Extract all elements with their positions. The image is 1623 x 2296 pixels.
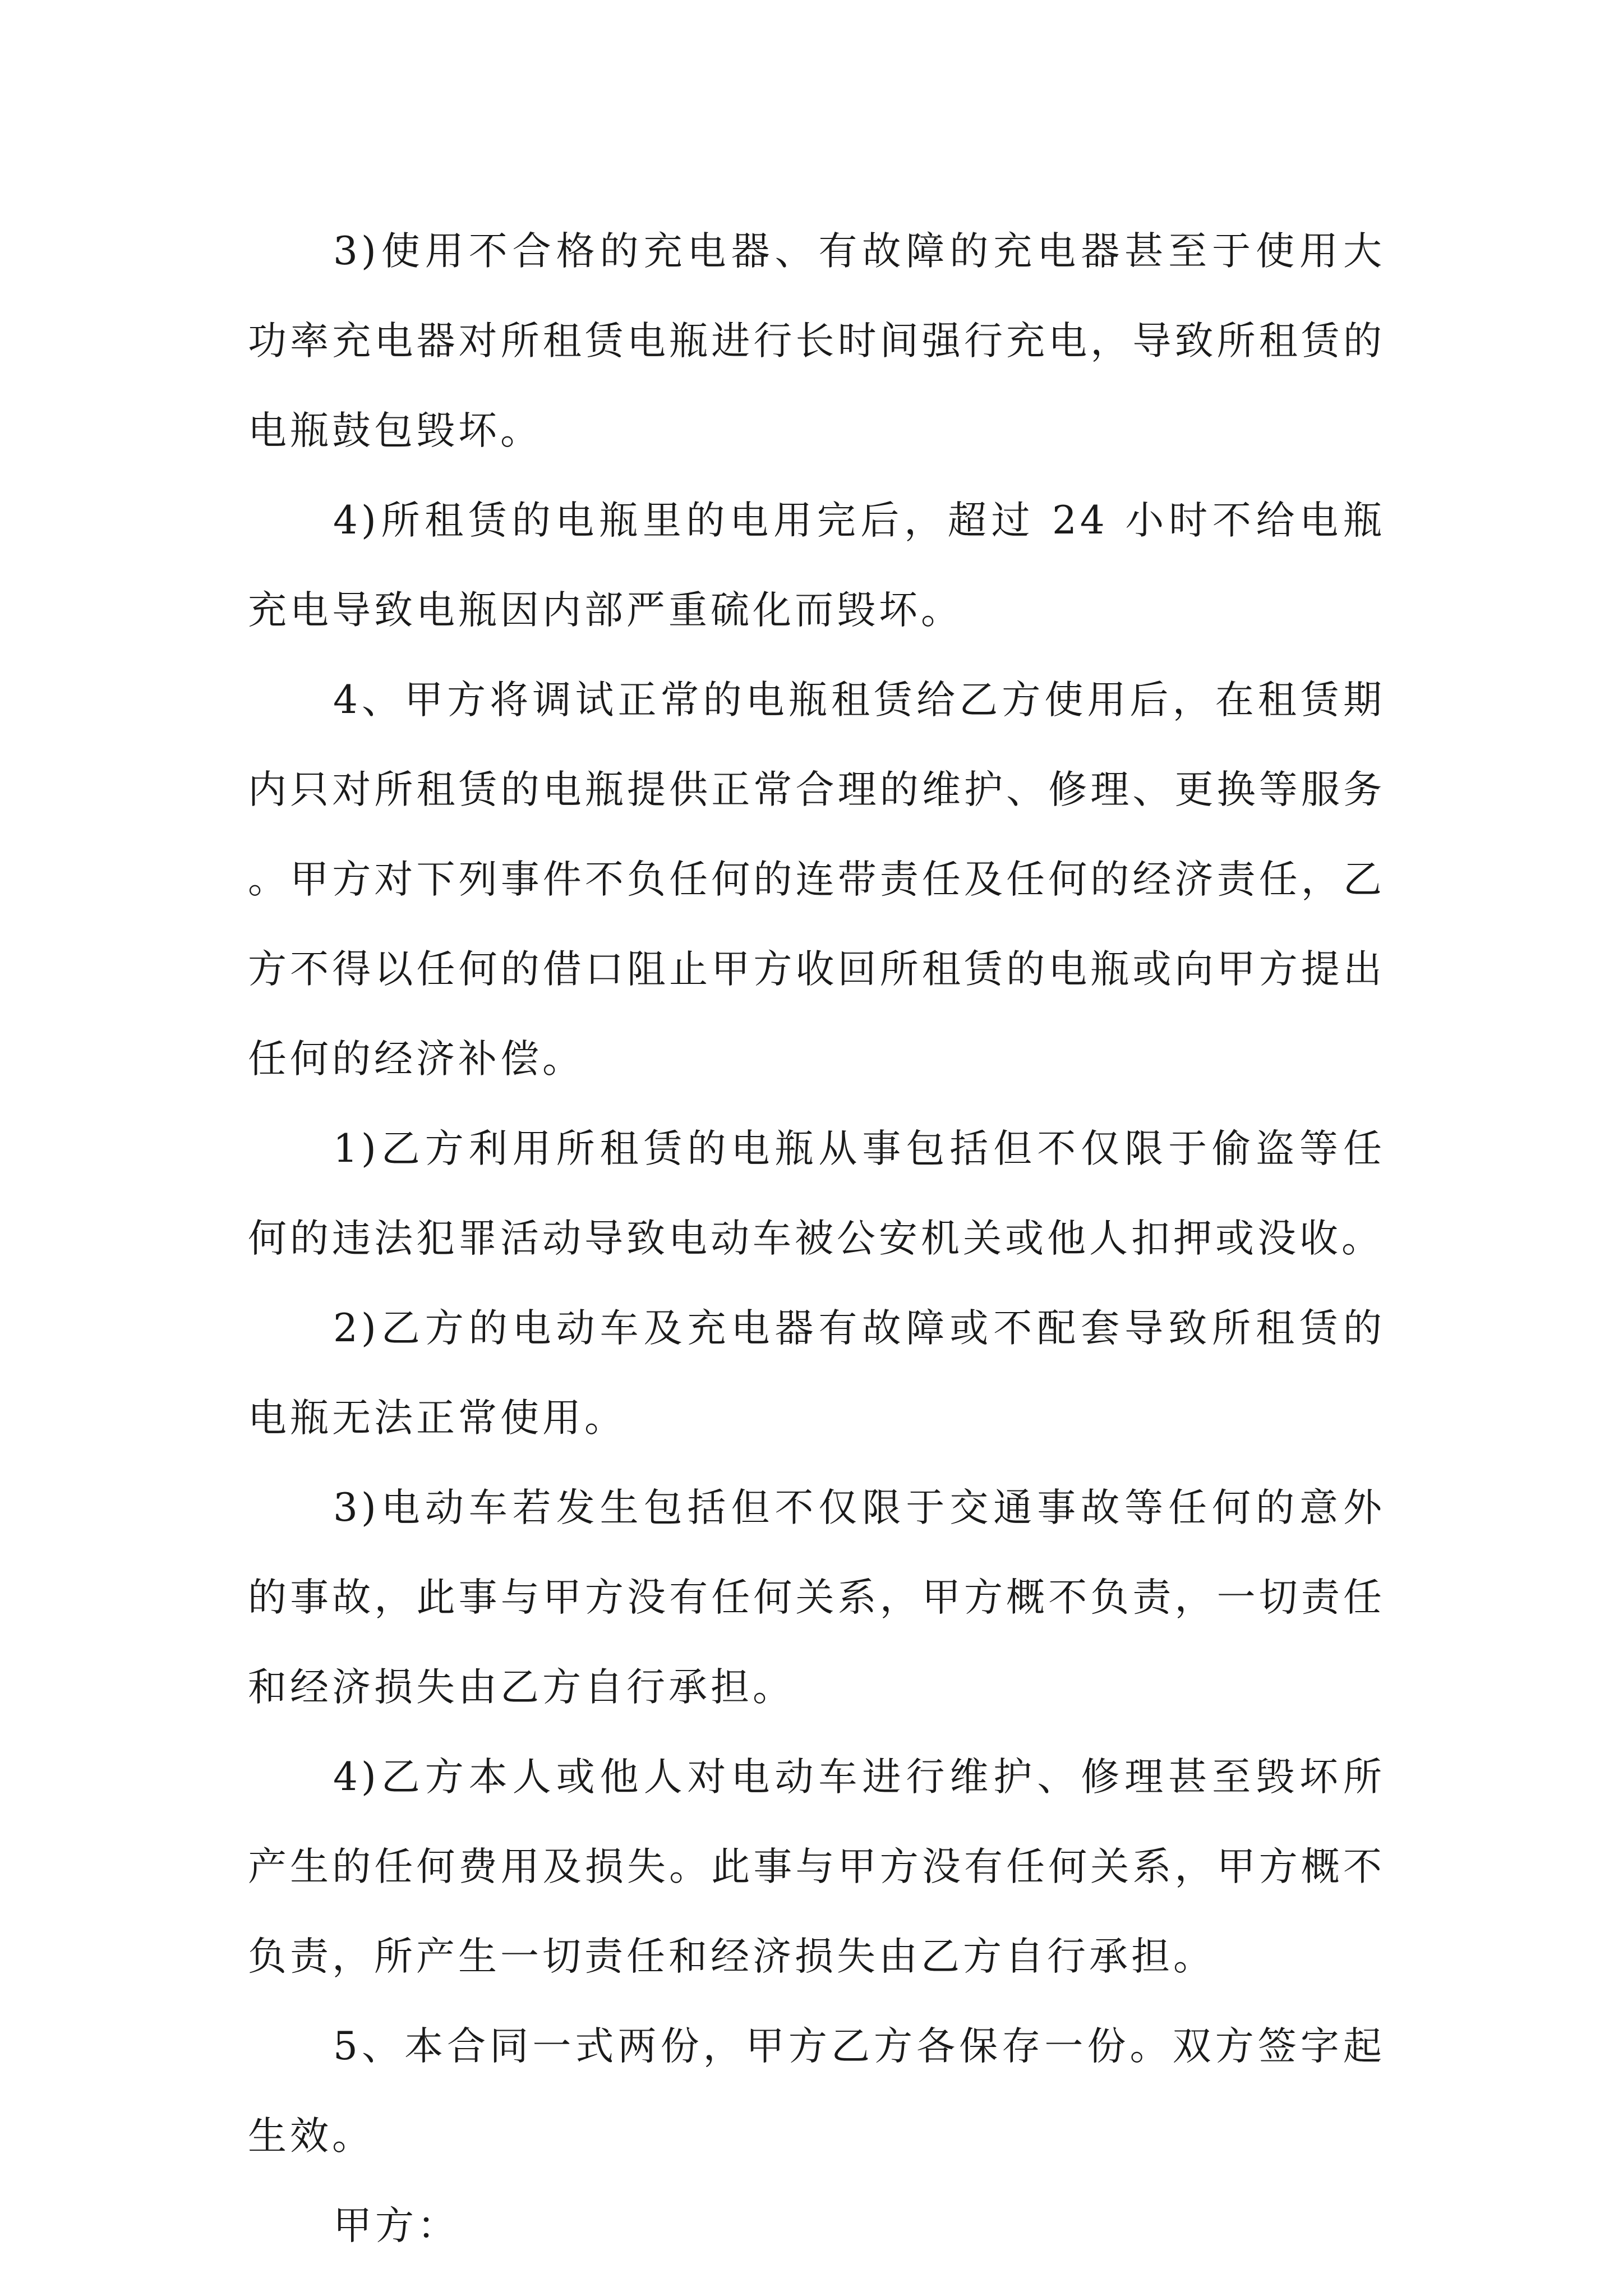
paragraph-clause-4-1: 1)乙方利用所租赁的电瓶从事包括但不仅限于偷盗等任何的违法犯罪活动导致电动车被公安机关或他人扣押或没收。 (248, 1126, 1385, 1261)
document-body (248, 206, 1385, 2271)
party-a-signature-label: 甲方： (333, 2203, 459, 2248)
paragraph-clause-4: 4、甲方将调试正常的电瓶租赁给乙方使用后，在租赁期内只对所租赁的电瓶提供正常合理的维护、修理、更换等服务。甲方对下列事件不负任何的连带责任及任何的经济责任，乙方不得以任何的借口阻止甲方收回所租赁的电瓶或向甲方提出任何的经济补偿。 (248, 678, 1385, 1082)
paragraph-clause-5: 5、本合同一式两份，甲方乙方各保存一份。双方签字起生效。 (248, 2024, 1385, 2159)
paragraph-clause-3-4: 4)所租赁的电瓶里的电用完后，超过 24 小时不给电瓶充电导致电瓶因内部严重硫化而毁坏。 (248, 498, 1385, 633)
paragraph-clause-4-2: 2)乙方的电动车及充电器有故障或不配套导致所租赁的电瓶无法正常使用。 (248, 1306, 1385, 1441)
paragraph-clause-4-3: 3)电动车若发生包括但不仅限于交通事故等任何的意外的事故，此事与甲方没有任何关系，甲方概不负责，一切责任和经济损失由乙方自行承担。 (248, 1485, 1385, 1710)
paragraph-clause-4-4: 4)乙方本人或他人对电动车进行维护、修理甚至毁坏所产生的任何费用及损失。此事与甲方没有任何关系，甲方概不负责，所产生一切责任和经济损失由乙方自行承担。 (248, 1755, 1385, 1979)
paragraph-clause-3-3: 3)使用不合格的充电器、有故障的充电器甚至于使用大功率充电器对所租赁电瓶进行长时间强行充电，导致所租赁的电瓶鼓包毁坏。 (248, 229, 1385, 453)
